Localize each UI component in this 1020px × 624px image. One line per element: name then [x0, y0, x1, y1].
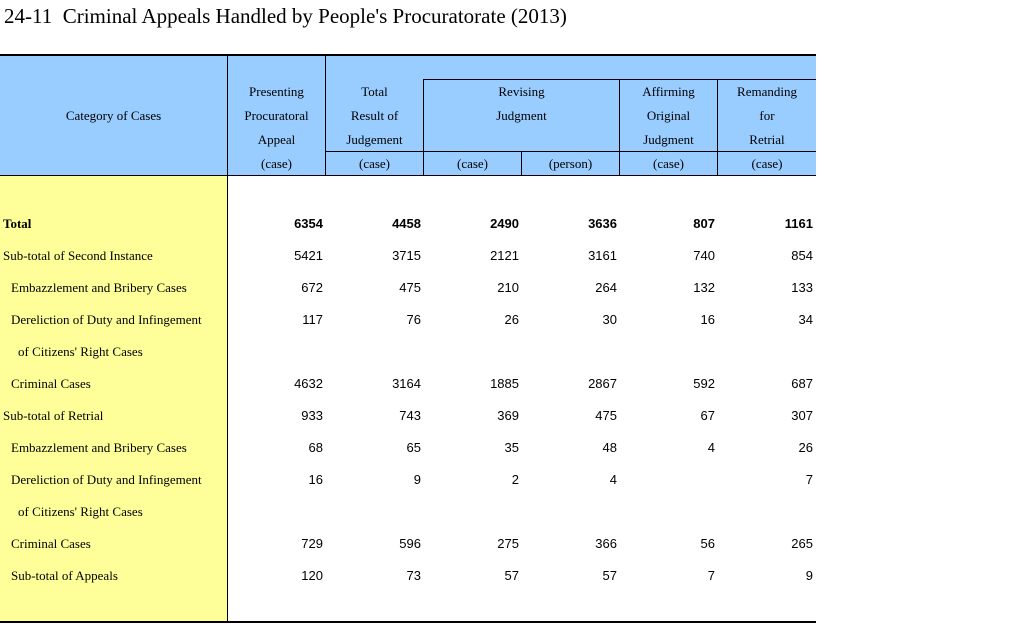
table-row [0, 496, 816, 528]
header-line: Procuratoral [244, 108, 309, 123]
table-row [0, 464, 816, 496]
table-row [0, 304, 816, 336]
unit-label: (case) [751, 156, 783, 171]
cell-value: 67 [700, 408, 715, 423]
table-top-rule [0, 54, 816, 56]
cell-value: 369 [497, 408, 519, 423]
cell-value: 57 [602, 568, 617, 583]
row-label: Total [3, 216, 32, 231]
table-row [0, 368, 816, 400]
row-label: of Citizens' Right Cases [18, 344, 143, 359]
cell-value: 76 [406, 312, 421, 327]
header-line: Retrial [749, 132, 785, 147]
cell-value: 807 [693, 216, 715, 231]
cell-value: 26 [504, 312, 519, 327]
cell-value: 2490 [490, 216, 519, 231]
unit-label: (case) [260, 156, 293, 171]
cell-value: 133 [791, 280, 813, 295]
cell-value: 933 [301, 408, 323, 423]
unit-label: (case) [456, 156, 489, 171]
cell-value: 210 [497, 280, 519, 295]
cell-value: 475 [595, 408, 617, 423]
table-row [0, 272, 816, 304]
table-row [0, 400, 816, 432]
table-row [0, 560, 816, 592]
header-line: Appeal [257, 132, 296, 147]
header-line: Remanding [737, 84, 797, 99]
cell-value: 2121 [490, 248, 519, 263]
cell-value: 7 [707, 568, 715, 583]
cell-value: 687 [791, 376, 813, 391]
header-line: Judgment [496, 108, 547, 123]
header-line: Result of [350, 108, 399, 123]
cell-value: 73 [406, 568, 421, 583]
page-title: 24-11 Criminal Appeals Handled by People's Procuratorate (2013) [4, 4, 567, 28]
header-bottom-rule [0, 175, 816, 176]
cell-value: 743 [399, 408, 421, 423]
header-line: Revising [498, 84, 545, 99]
row-label: Sub-total of Second Instance [3, 248, 153, 263]
cell-value: 4 [707, 440, 715, 455]
header-line: for [759, 108, 775, 123]
cell-value: 35 [504, 440, 519, 455]
cell-value: 2867 [588, 376, 617, 391]
cell-value: 48 [602, 440, 617, 455]
cell-value: 6354 [294, 216, 323, 231]
cell-value: 4 [609, 472, 617, 487]
table-row [0, 240, 816, 272]
row-label: Dereliction of Duty and Infingement [11, 312, 202, 327]
cell-value: 7 [805, 472, 813, 487]
cell-value: 366 [595, 536, 617, 551]
table-row [0, 208, 816, 240]
cell-value: 307 [791, 408, 813, 423]
cell-value: 4632 [294, 376, 323, 391]
row-label: Embazzlement and Bribery Cases [11, 440, 187, 455]
cell-value: 729 [301, 536, 323, 551]
header-line: Judgement [346, 132, 403, 147]
cell-value: 9 [413, 472, 421, 487]
cell-value: 264 [595, 280, 617, 295]
cell-value: 4458 [392, 216, 421, 231]
header-line: Presenting [249, 84, 304, 99]
cell-value: 1885 [490, 376, 519, 391]
unit-label: (case) [652, 156, 685, 171]
cell-value: 56 [700, 536, 715, 551]
cell-value: 120 [301, 568, 323, 583]
cell-value: 854 [791, 248, 813, 263]
cell-value: 26 [798, 440, 813, 455]
cell-value: 16 [700, 312, 715, 327]
table-bottom-rule [0, 621, 816, 623]
header-line: Original [646, 108, 691, 123]
row-label: Sub-total of Retrial [3, 408, 104, 423]
cell-value: 740 [693, 248, 715, 263]
row-label: of Citizens' Right Cases [18, 504, 143, 519]
cell-value: 3715 [392, 248, 421, 263]
cell-value: 9 [805, 568, 813, 583]
cell-value: 265 [791, 536, 813, 551]
table-row [0, 336, 816, 368]
cell-value: 592 [693, 376, 715, 391]
cell-value: 68 [308, 440, 323, 455]
cell-value: 57 [504, 568, 519, 583]
cell-value: 16 [308, 472, 323, 487]
table-row [0, 528, 816, 560]
row-label: Dereliction of Duty and Infingement [11, 472, 202, 487]
header-line: Total [361, 84, 388, 99]
cell-value: 275 [497, 536, 519, 551]
cell-value: 65 [406, 440, 421, 455]
cell-value: 5421 [294, 248, 323, 263]
unit-label: (person) [548, 156, 593, 171]
cell-value: 596 [399, 536, 421, 551]
cell-value: 475 [399, 280, 421, 295]
table-row [0, 432, 816, 464]
row-label: Sub-total of Appeals [11, 568, 118, 583]
cell-value: 34 [798, 312, 813, 327]
header-line: Judgment [643, 132, 694, 147]
row-label: Criminal Cases [11, 536, 91, 551]
header-category: Category of Cases [65, 108, 162, 123]
cell-value: 3161 [588, 248, 617, 263]
cell-value: 3164 [392, 376, 421, 391]
unit-label: (case) [358, 156, 391, 171]
cell-value: 30 [602, 312, 617, 327]
cell-value: 672 [301, 280, 323, 295]
cell-value: 117 [302, 312, 323, 327]
cell-value: 3636 [588, 216, 617, 231]
row-label: Embazzlement and Bribery Cases [11, 280, 187, 295]
cell-value: 2 [511, 472, 519, 487]
header-line: Affirming [642, 84, 695, 99]
cell-value: 132 [693, 280, 715, 295]
cell-value: 1161 [784, 216, 813, 231]
row-label: Criminal Cases [11, 376, 91, 391]
